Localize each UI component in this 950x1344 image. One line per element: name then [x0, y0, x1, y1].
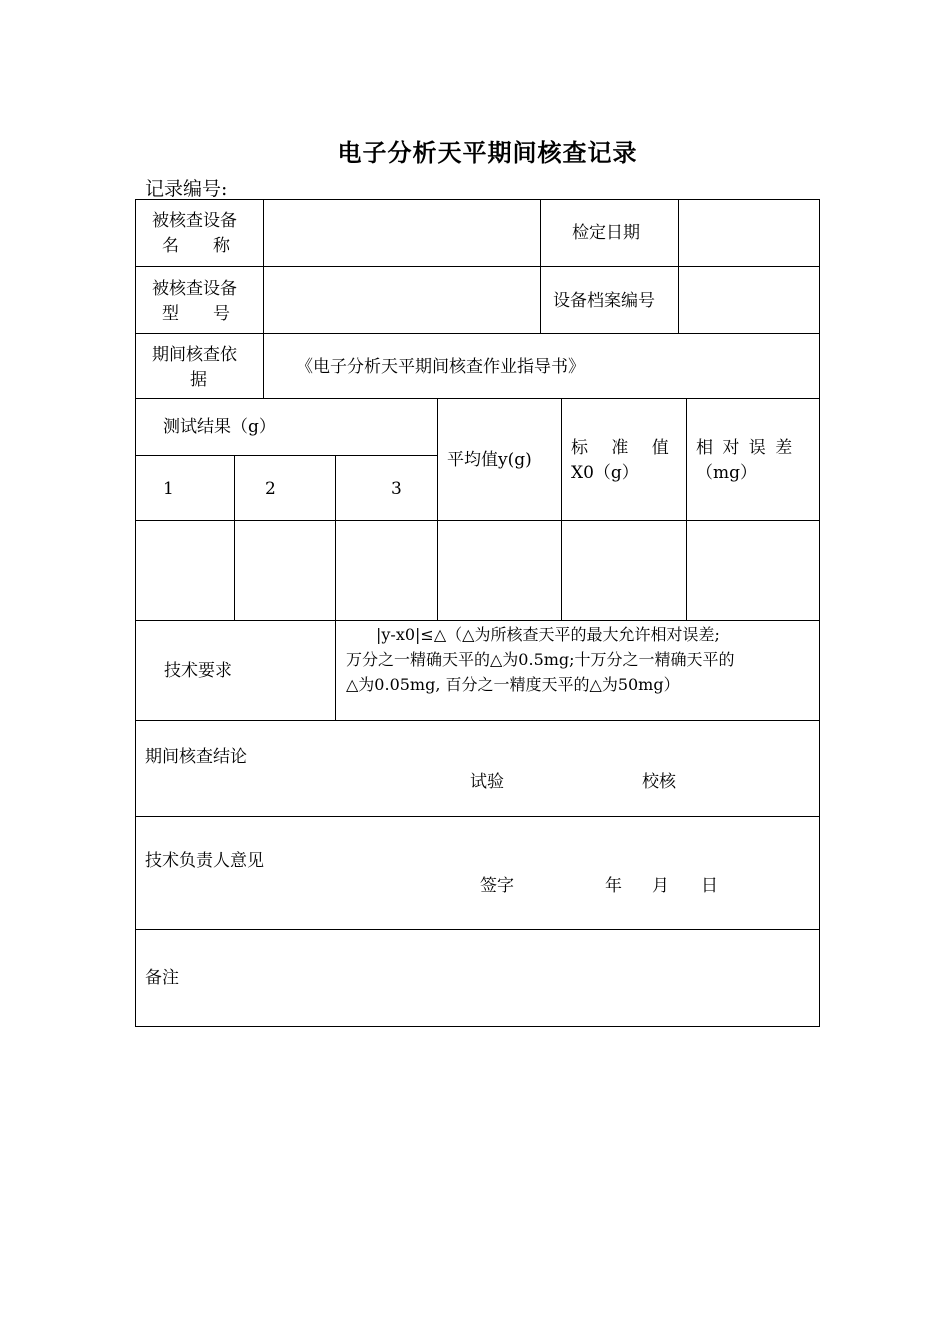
row-divider [135, 816, 819, 817]
device-name-label: 被核查设备 [152, 211, 237, 231]
column-divider [234, 455, 235, 621]
row-divider [135, 929, 819, 930]
column-divider [686, 398, 687, 621]
tech-requirement-text: 万分之一精确天平的△为0.5mg;十万分之一精确天平的 [346, 650, 735, 669]
tech-requirement-text: △为0.05mg, 百分之一精度天平的△为50mg） [346, 675, 680, 694]
device-model-label: 型 号 [162, 304, 230, 324]
row-divider [135, 398, 819, 399]
check-signature-label: 校核 [642, 772, 676, 792]
sign-label: 签字 [480, 876, 514, 896]
tech-requirement-text: |y-x0|≤△（△为所核查天平的最大允许相对误差; [376, 625, 720, 644]
day-label: 日 [701, 876, 718, 896]
average-label: 平均值y(g) [447, 450, 532, 470]
row-divider [135, 455, 437, 456]
archive-number-label: 设备档案编号 [553, 291, 655, 311]
test-signature-label: 试验 [470, 772, 504, 792]
relative-error-label: 相 对 误 差 [696, 438, 793, 458]
record-number-label: 记录编号: [145, 178, 228, 200]
standard-value-label: X0（g） [571, 463, 639, 483]
tech-director-opinion-label: 技术负责人意见 [145, 851, 264, 871]
row-divider [135, 620, 819, 621]
standard-value-label: 标 准 值 [571, 438, 669, 458]
page-title: 电子分析天平期间核查记录 [337, 139, 638, 167]
test-result-label: 测试结果（g） [163, 417, 276, 437]
device-model-label: 被核查设备 [152, 279, 237, 299]
tech-requirement-label: 技术要求 [164, 661, 232, 681]
relative-error-label: （mg） [696, 463, 758, 483]
column-divider [263, 199, 264, 399]
row-divider [135, 333, 819, 334]
row-divider [135, 520, 819, 521]
basis-label: 据 [190, 370, 207, 390]
year-label: 年 [605, 876, 622, 896]
remarks-label: 备注 [145, 968, 179, 988]
column-1-label: 1 [163, 479, 174, 499]
row-divider [135, 266, 819, 267]
conclusion-label: 期间核查结论 [145, 747, 247, 767]
row-divider [135, 720, 819, 721]
column-divider [678, 199, 679, 334]
basis-value: 《电子分析天平期间核查作业指导书》 [296, 357, 585, 377]
column-2-label: 2 [265, 479, 276, 499]
verify-date-label: 检定日期 [572, 223, 640, 243]
month-label: 月 [652, 876, 669, 896]
column-3-label: 3 [391, 479, 402, 499]
column-divider [540, 199, 541, 334]
column-divider [335, 455, 336, 721]
device-name-label: 名 称 [162, 236, 230, 256]
inspection-table [135, 199, 820, 1027]
basis-label: 期间核查依 [152, 345, 237, 365]
column-divider [561, 398, 562, 621]
column-divider [437, 398, 438, 621]
